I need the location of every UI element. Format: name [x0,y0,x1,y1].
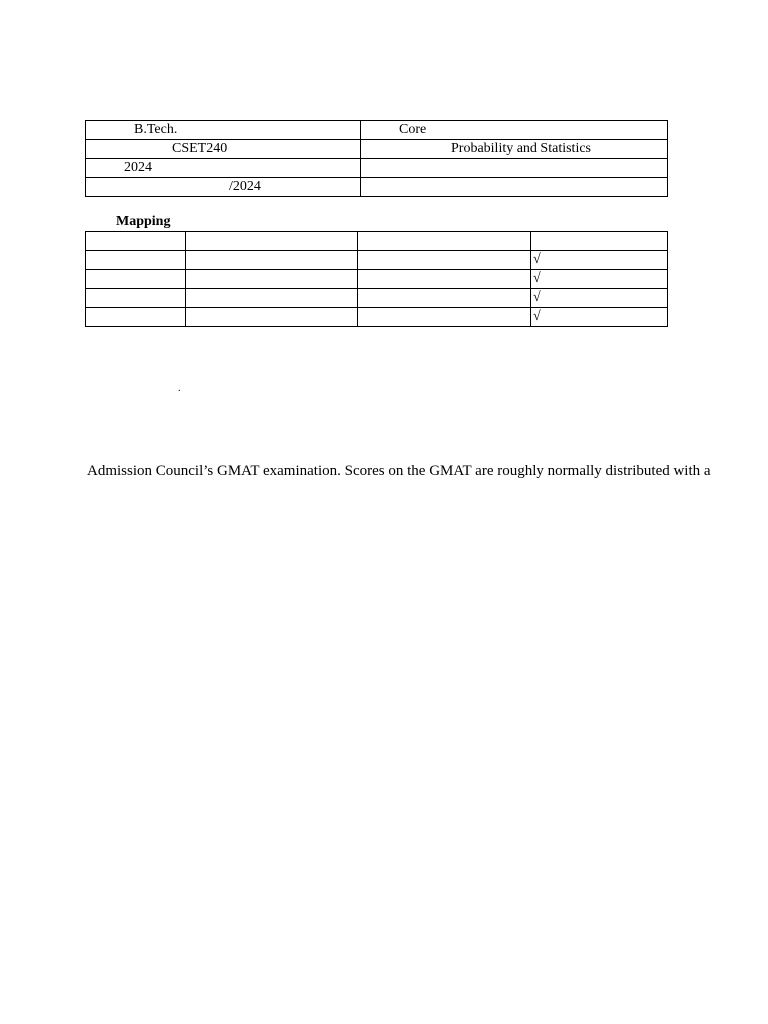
date-cell: /2024 [86,178,361,197]
table-cell [358,251,531,270]
table-row [86,178,668,197]
checkmark-cell: √ [531,270,668,289]
table-cell [186,289,358,308]
question-text: Admission Council’s GMAT examination. Scores on the GMAT are roughly normally distributed with a [87,463,711,479]
course-type-cell: Core [361,121,668,140]
table-row [86,289,668,308]
checkmark-cell: √ [531,308,668,327]
table-cell [186,251,358,270]
course-code-cell: CSET240 [86,140,361,159]
checkmark-cell: √ [531,289,668,308]
year-cell: 2024 [86,159,361,178]
table-cell [358,232,531,251]
mapping-table [85,231,668,327]
table-cell [186,308,358,327]
checkmark-cell: √ [531,251,668,270]
table-row [86,232,668,251]
table-cell [358,289,531,308]
table-row [86,270,668,289]
table-row [86,159,668,178]
table-cell [86,308,186,327]
table-cell [358,308,531,327]
table-row [86,121,668,140]
table-row [86,251,668,270]
empty-cell [361,178,668,197]
program-cell: B.Tech. [86,121,361,140]
table-cell [531,232,668,251]
table-cell [86,289,186,308]
table-cell [86,270,186,289]
mapping-heading: Mapping [116,214,171,229]
table-cell [358,270,531,289]
stray-mark: . [178,383,181,394]
table-cell [86,251,186,270]
course-name-cell: Probability and Statistics [361,140,668,159]
empty-cell [361,159,668,178]
course-info-table [85,120,668,197]
table-row [86,308,668,327]
table-cell [186,232,358,251]
table-row [86,140,668,159]
table-cell [86,232,186,251]
table-cell [186,270,358,289]
